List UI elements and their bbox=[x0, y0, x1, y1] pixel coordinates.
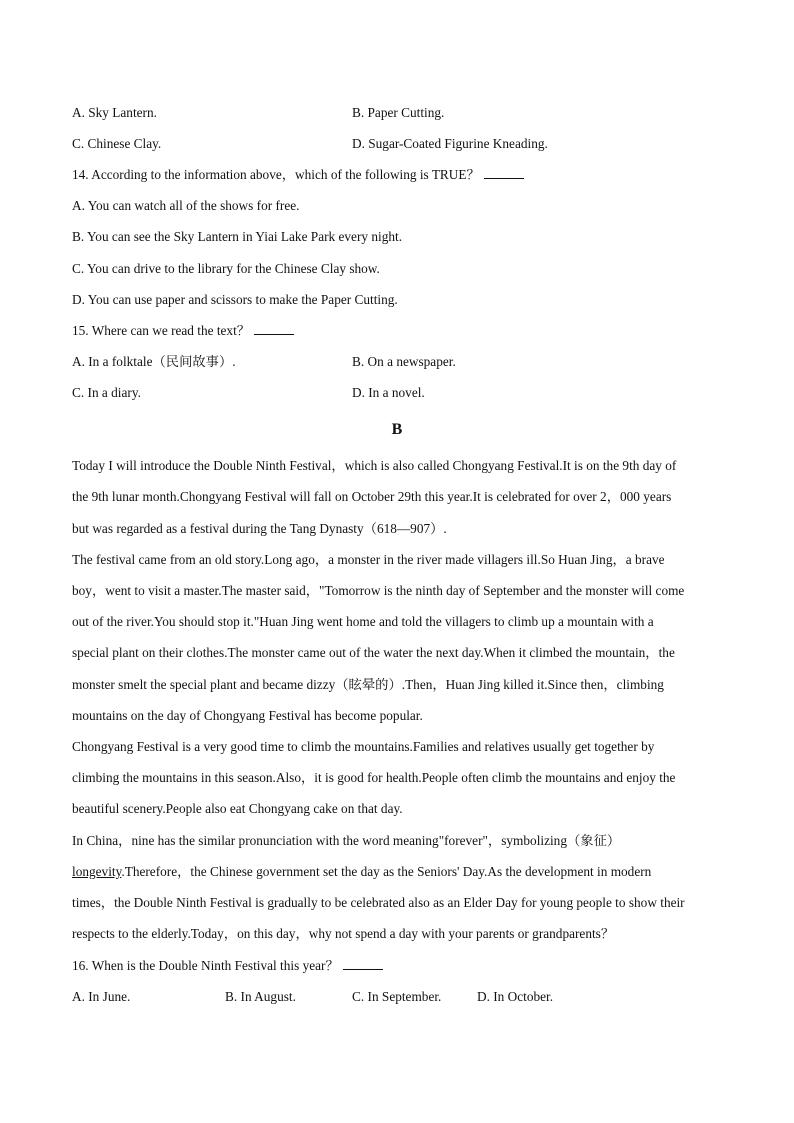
q14-stem bbox=[72, 166, 524, 184]
q15-option-d: D. In a novel. bbox=[352, 385, 425, 400]
passage-line: special plant on their clothes.The monster came out of the water the next day.When it climbed the mountain，the bbox=[72, 645, 675, 660]
passage-text: .Therefore，the Chinese government set the day as the Seniors' Day.As the development in modern bbox=[121, 864, 652, 879]
passage-line: but was regarded as a festival during the Tang Dynasty（618—907）. bbox=[72, 521, 447, 536]
passage-line: respects to the elderly.Today，on this day，why not spend a day with your parents or grandparents？ bbox=[72, 926, 615, 941]
passage-line: the 9th lunar month.Chongyang Festival will fall on October 29th this year.It is celebrated for over 2，000 years bbox=[72, 489, 672, 504]
q13-option-b: B. Paper Cutting. bbox=[352, 105, 445, 120]
q13-option-c: C. Chinese Clay. bbox=[72, 136, 162, 151]
passage-line: out of the river.You should stop it."Huan Jing went home and told the villagers to climb up a mountain with a bbox=[72, 614, 654, 629]
q13-option-a: A. Sky Lantern. bbox=[72, 105, 157, 120]
passage-line: monster smelt the special plant and became dizzy（眩晕的）.Then，Huan Jing killed it.Since then，climbing bbox=[72, 677, 664, 692]
passage-line: climbing the mountains in this season.Also，it is good for health.People often climb the mountains and enjoy the bbox=[72, 770, 676, 785]
answer-blank bbox=[254, 322, 294, 335]
q15-option-a: A. In a folktale（民间故事）. bbox=[72, 354, 236, 369]
q14-option-b: B. You can see the Sky Lantern in Yiai Lake Park every night. bbox=[72, 229, 403, 244]
q15-option-b: B. On a newspaper. bbox=[352, 354, 456, 369]
section-title: B bbox=[391, 421, 403, 438]
q16-option-b: B. In August. bbox=[225, 989, 296, 1004]
q16-stem-text: 16. When is the Double Ninth Festival this year？ bbox=[72, 958, 339, 973]
answer-blank bbox=[343, 957, 383, 970]
q16-option-d: D. In October. bbox=[477, 989, 554, 1004]
q15-option-c: C. In a diary. bbox=[72, 385, 141, 400]
q14-option-d: D. You can use paper and scissors to make the Paper Cutting. bbox=[72, 292, 398, 307]
q16-stem bbox=[72, 957, 383, 975]
passage-line: Today I will introduce the Double Ninth Festival，which is also called Chongyang Festival.It is on the 9th day of bbox=[72, 458, 677, 473]
q14-option-c: C. You can drive to the library for the Chinese Clay show. bbox=[72, 261, 380, 276]
q16-option-a: A. In June. bbox=[72, 989, 131, 1004]
passage-line: Chongyang Festival is a very good time to climb the mountains.Families and relatives usually get together by bbox=[72, 739, 655, 754]
passage-line: In China，nine has the similar pronunciation with the word meaning"forever"，symbolizing（象征） bbox=[72, 833, 621, 848]
q15-stem-text: 15. Where can we read the text？ bbox=[72, 323, 251, 338]
passage-line: boy，went to visit a master.The master said，"Tomorrow is the ninth day of September and the monster will come bbox=[72, 583, 685, 598]
underlined-word: longevity bbox=[72, 864, 122, 879]
q13-option-d: D. Sugar-Coated Figurine Kneading. bbox=[352, 136, 548, 151]
passage-line: times，the Double Ninth Festival is gradually to be celebrated also as an Elder Day for young people to show their bbox=[72, 895, 685, 910]
q16-option-c: C. In September. bbox=[352, 989, 442, 1004]
answer-blank bbox=[484, 166, 524, 179]
q15-stem bbox=[72, 322, 294, 340]
passage-line: beautiful scenery.People also eat Chongyang cake on that day. bbox=[72, 801, 403, 816]
passage-line: mountains on the day of Chongyang Festival has become popular. bbox=[72, 708, 423, 723]
passage-line bbox=[72, 863, 651, 881]
q14-stem-text: 14. According to the information above，which of the following is TRUE？ bbox=[72, 167, 480, 182]
q14-option-a: A. You can watch all of the shows for free. bbox=[72, 198, 300, 213]
passage-line: The festival came from an old story.Long ago，a monster in the river made villagers ill.So Huan Jing，a brave bbox=[72, 552, 665, 567]
